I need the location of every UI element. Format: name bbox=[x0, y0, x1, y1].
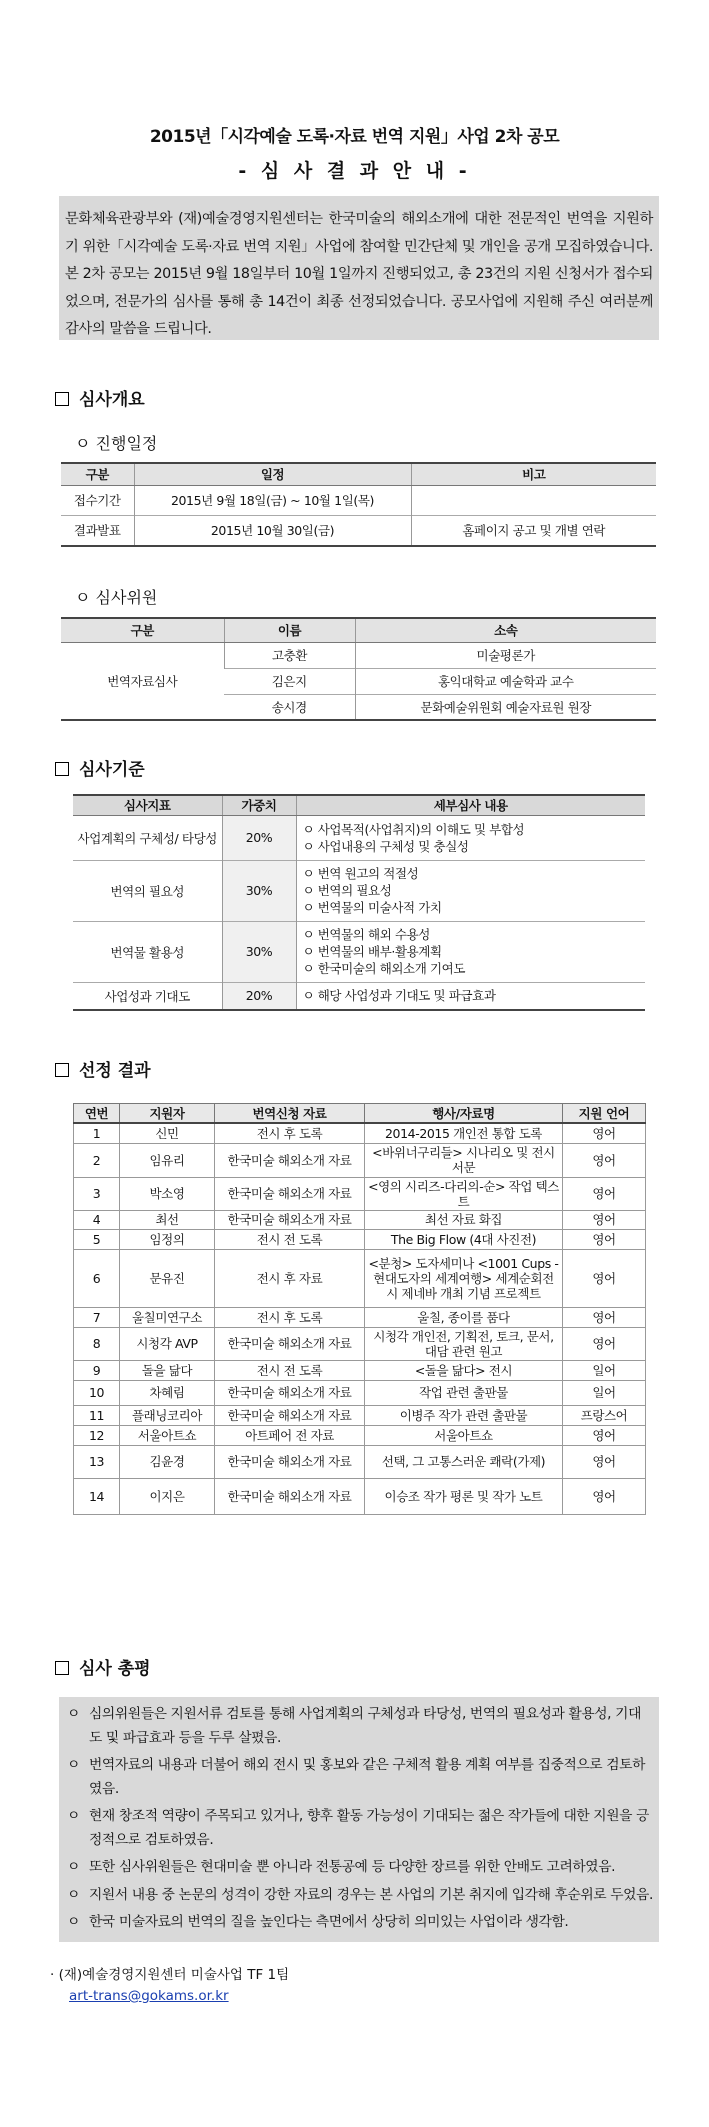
section-overview-heading bbox=[55, 385, 145, 410]
table-cell: 한국미술 해외소개 자료 bbox=[215, 1143, 365, 1177]
document-subtitle: - 심 사 결 과 안 내 - bbox=[238, 160, 471, 182]
table-cell: 영어 bbox=[563, 1307, 646, 1327]
table-header: 구분 bbox=[61, 463, 134, 485]
table-row bbox=[74, 1307, 646, 1327]
criteria-detail-line: ㅇ 해당 사업성과 기대도 및 파급효과 bbox=[302, 988, 496, 1004]
table-row bbox=[74, 1380, 646, 1405]
table-cell: 돌을 닮다 bbox=[120, 1360, 215, 1380]
table-cell: 일어 bbox=[563, 1360, 646, 1380]
table-cell: The Big Flow (4대 사진전) bbox=[365, 1229, 563, 1249]
criteria-details bbox=[296, 815, 645, 860]
table-row bbox=[74, 1123, 646, 1143]
table-cell: 13 bbox=[74, 1445, 120, 1478]
table-cell: 1 bbox=[74, 1123, 120, 1143]
criteria-indicator: 사업계획의 구체성/ 타당성 bbox=[73, 815, 222, 860]
committee-table bbox=[61, 617, 656, 721]
bullet-icon: ㅇ bbox=[67, 1859, 80, 1875]
bullet-icon: ㅇ bbox=[67, 1757, 80, 1773]
review-item-text: 한국 미술자료의 번역의 질을 높인다는 측면에서 상당히 의미있는 사업이라 생각함. bbox=[89, 1914, 569, 1930]
table-cell: 영어 bbox=[563, 1327, 646, 1360]
table-cell: 5 bbox=[74, 1229, 120, 1249]
table-cell: 한국미술 해외소개 자료 bbox=[215, 1405, 365, 1425]
checkbox-square-icon bbox=[55, 1063, 69, 1077]
table-cell: 문화예술위원회 예술자료원 원장 bbox=[355, 694, 656, 720]
table-cell: 김윤경 bbox=[120, 1445, 215, 1478]
criteria-indicator: 번역의 필요성 bbox=[73, 860, 222, 921]
table-cell: 영어 bbox=[563, 1249, 646, 1307]
table-row bbox=[74, 1478, 646, 1514]
table-cell: 2015년 9월 18일(금) ~ 10월 1일(목) bbox=[134, 485, 411, 515]
criteria-indicator: 사업성과 기대도 bbox=[73, 982, 222, 1010]
table-header: 번역신청 자료 bbox=[215, 1104, 365, 1124]
table-header: 연번 bbox=[74, 1104, 120, 1124]
table-cell: 전시 후 자료 bbox=[215, 1249, 365, 1307]
table-cell: 박소영 bbox=[120, 1177, 215, 1210]
criteria-details bbox=[296, 982, 645, 1010]
table-cell: 3 bbox=[74, 1177, 120, 1210]
table-row bbox=[74, 1249, 646, 1307]
criteria-detail-line: ㅇ 사업목적(사업취지)의 이해도 및 부합성 bbox=[302, 821, 525, 837]
section-criteria-title: 심사기준 bbox=[79, 760, 145, 780]
table-cell: 한국미술 해외소개 자료 bbox=[215, 1478, 365, 1514]
section-results-title: 선정 결과 bbox=[79, 1061, 151, 1081]
table-cell: 송시경 bbox=[224, 694, 355, 720]
table-cell: 영어 bbox=[563, 1229, 646, 1249]
table-cell: 임정의 bbox=[120, 1229, 215, 1249]
criteria-table bbox=[73, 794, 645, 1011]
table-cell: 9 bbox=[74, 1360, 120, 1380]
table-cell: <영의 시리즈-다리의-순> 작업 텍스트 bbox=[365, 1177, 563, 1210]
review-item-text: 현재 창조적 역량이 주목되고 있거나, 향후 활동 가능성이 기대되는 젊은 작가들에 대한 지원을 긍정적으로 검토하였음. bbox=[89, 1808, 649, 1848]
table-row bbox=[74, 1229, 646, 1249]
table-cell: 접수기간 bbox=[61, 485, 134, 515]
table-cell: 김은지 bbox=[224, 668, 355, 694]
table-header: 지원 언어 bbox=[563, 1104, 646, 1124]
footer-email-link[interactable]: art-trans@gokams.or.kr bbox=[69, 1988, 229, 2004]
table-cell: 울칠, 종이를 품다 bbox=[365, 1307, 563, 1327]
table-cell: 플래닝코리아 bbox=[120, 1405, 215, 1425]
review-item bbox=[67, 1754, 653, 1801]
table-cell: 전시 전 도록 bbox=[215, 1229, 365, 1249]
table-row bbox=[74, 1143, 646, 1177]
section-results-heading bbox=[55, 1056, 151, 1081]
table-cell: 전시 후 도록 bbox=[215, 1123, 365, 1143]
schedule-subheading: ㅇ 진행일정 bbox=[75, 434, 158, 453]
table-cell: 이병주 작가 관련 출판물 bbox=[365, 1405, 563, 1425]
bullet-icon: ㅇ bbox=[67, 1808, 80, 1824]
criteria-weight: 20% bbox=[222, 815, 296, 860]
table-row bbox=[61, 485, 656, 515]
bullet-icon: ㅇ bbox=[67, 1706, 80, 1722]
table-cell: 최선 bbox=[120, 1210, 215, 1229]
table-header: 세부심사 내용 bbox=[296, 795, 645, 815]
table-cell: 홈페이지 공고 및 개별 연락 bbox=[411, 515, 656, 546]
table-cell: 일어 bbox=[563, 1380, 646, 1405]
criteria-detail-line: ㅇ 번역 원고의 적절성 bbox=[302, 866, 419, 881]
table-cell: 6 bbox=[74, 1249, 120, 1307]
review-item-text: 지원서 내용 중 논문의 성격이 강한 자료의 경우는 본 사업의 기본 취지에 입각해 후순위로 두었음. bbox=[89, 1886, 653, 1903]
checkbox-square-icon bbox=[55, 392, 69, 406]
table-cell: 7 bbox=[74, 1307, 120, 1327]
table-cell: 고충환 bbox=[224, 642, 355, 668]
criteria-detail-line: ㅇ 번역물의 미술사적 가치 bbox=[302, 900, 442, 915]
review-item bbox=[67, 1703, 653, 1750]
table-row bbox=[74, 1360, 646, 1380]
table-cell: 선택, 그 고통스러운 쾌락(가제) bbox=[365, 1445, 563, 1478]
bullet-icon: ㅇ bbox=[67, 1886, 80, 1903]
table-cell: 한국미술 해외소개 자료 bbox=[215, 1210, 365, 1229]
table-row bbox=[74, 1445, 646, 1478]
table-cell: 한국미술 해외소개 자료 bbox=[215, 1445, 365, 1478]
table-row bbox=[74, 1405, 646, 1425]
review-item bbox=[67, 1884, 653, 1908]
table-row bbox=[73, 815, 645, 860]
table-cell: 한국미술 해외소개 자료 bbox=[215, 1327, 365, 1360]
criteria-weight: 20% bbox=[222, 982, 296, 1010]
table-row bbox=[61, 515, 656, 546]
table-row bbox=[73, 860, 645, 921]
table-cell: 한국미술 해외소개 자료 bbox=[215, 1380, 365, 1405]
table-cell: 8 bbox=[74, 1327, 120, 1360]
table-cell: 11 bbox=[74, 1405, 120, 1425]
criteria-detail-line: ㅇ 한국미술의 해외소개 기여도 bbox=[302, 961, 465, 976]
criteria-weight: 30% bbox=[222, 921, 296, 982]
table-header: 가중치 bbox=[222, 795, 296, 815]
committee-subheading: ㅇ 심사위원 bbox=[75, 588, 158, 607]
table-cell: 전시 후 도록 bbox=[215, 1307, 365, 1327]
table-cell: 이지은 bbox=[120, 1478, 215, 1514]
section-review-heading bbox=[55, 1654, 151, 1679]
table-cell: 영어 bbox=[563, 1425, 646, 1445]
table-cell: 신민 bbox=[120, 1123, 215, 1143]
table-cell: 14 bbox=[74, 1478, 120, 1514]
table-cell: 10 bbox=[74, 1380, 120, 1405]
table-cell: 영어 bbox=[563, 1210, 646, 1229]
table-cell: 2 bbox=[74, 1143, 120, 1177]
table-header: 행사/자료명 bbox=[365, 1104, 563, 1124]
table-cell: 2015년 10월 30일(금) bbox=[134, 515, 411, 546]
table-cell: 문유진 bbox=[120, 1249, 215, 1307]
criteria-detail-line: ㅇ 번역물의 해외 수용성 bbox=[302, 927, 430, 942]
section-criteria-heading bbox=[55, 755, 145, 780]
table-cell: 차혜림 bbox=[120, 1380, 215, 1405]
document-title: 2015년「시각예술 도록·자료 번역 지원」사업 2차 공모 bbox=[149, 127, 560, 147]
section-review-title: 심사 총평 bbox=[79, 1659, 151, 1679]
table-cell: 시청각 개인전, 기획전, 토크, 문서, 대담 관련 원고 bbox=[365, 1327, 563, 1360]
table-header: 비고 bbox=[411, 463, 656, 485]
criteria-detail-line: ㅇ 번역의 필요성 bbox=[302, 883, 392, 898]
table-header: 이름 bbox=[224, 618, 355, 642]
review-item-text: 심의위원들은 지원서류 검토를 통해 사업계획의 구체성과 타당성, 번역의 필요성과 활용성, 기대도 및 파급효과 등을 두루 살폈음. bbox=[89, 1706, 642, 1746]
table-row bbox=[73, 982, 645, 1010]
schedule-table bbox=[61, 462, 656, 547]
table-cell bbox=[411, 485, 656, 515]
table-cell: 결과발표 bbox=[61, 515, 134, 546]
review-item-text: 또한 심사위원들은 현대미술 뿐 아니라 전통공예 등 다양한 장르를 위한 안배도 고려하였음. bbox=[89, 1859, 616, 1875]
table-row bbox=[74, 1210, 646, 1229]
footer-organization: · (재)예술경영지원센터 미술사업 TF 1팀 bbox=[50, 1967, 290, 1983]
results-table bbox=[73, 1103, 646, 1515]
section-overview-title: 심사개요 bbox=[79, 390, 145, 410]
criteria-detail-line: ㅇ 사업내용의 구체성 및 충실성 bbox=[302, 838, 469, 854]
table-cell: 4 bbox=[74, 1210, 120, 1229]
table-cell: 최선 자료 화집 bbox=[365, 1210, 563, 1229]
table-cell: 영어 bbox=[563, 1143, 646, 1177]
table-header: 일정 bbox=[134, 463, 411, 485]
table-cell: 서울아트쇼 bbox=[365, 1425, 563, 1445]
review-summary-box bbox=[59, 1697, 659, 1942]
table-row bbox=[74, 1425, 646, 1445]
table-cell: <분청> 도자세미나 <1001 Cups - 현대도자의 세계여행> 세계순회전시 제네바 개최 기념 프로젝트 bbox=[365, 1249, 563, 1307]
criteria-weight: 30% bbox=[222, 860, 296, 921]
table-cell: 이승조 작가 평론 및 작가 노트 bbox=[365, 1478, 563, 1514]
table-row bbox=[74, 1177, 646, 1210]
checkbox-square-icon bbox=[55, 1661, 69, 1675]
bullet-icon: ㅇ bbox=[67, 1914, 80, 1930]
results-body bbox=[74, 1123, 646, 1514]
table-cell: 작업 관련 출판물 bbox=[365, 1380, 563, 1405]
criteria-details bbox=[296, 860, 645, 921]
table-row bbox=[61, 642, 656, 668]
table-cell: 번역자료심사 bbox=[61, 642, 224, 720]
review-item-text: 번역자료의 내용과 더불어 해외 전시 및 홍보와 같은 구체적 활용 계획 여부를 집중적으로 검토하였음. bbox=[89, 1757, 645, 1797]
criteria-details bbox=[296, 921, 645, 982]
table-cell: <바위너구리들> 시나리오 및 전시 서문 bbox=[365, 1143, 563, 1177]
table-cell: 영어 bbox=[563, 1177, 646, 1210]
table-cell: 서울아트쇼 bbox=[120, 1425, 215, 1445]
table-cell: 영어 bbox=[563, 1445, 646, 1478]
table-header: 구분 bbox=[61, 618, 224, 642]
table-cell: 전시 전 도록 bbox=[215, 1360, 365, 1380]
table-cell: 울칠미연구소 bbox=[120, 1307, 215, 1327]
table-header: 지원자 bbox=[120, 1104, 215, 1124]
table-cell: 시청각 AVP bbox=[120, 1327, 215, 1360]
table-cell: 임유리 bbox=[120, 1143, 215, 1177]
table-cell: 한국미술 해외소개 자료 bbox=[215, 1177, 365, 1210]
table-header: 소속 bbox=[355, 618, 656, 642]
table-row bbox=[74, 1327, 646, 1360]
table-cell: <돌을 닮다> 전시 bbox=[365, 1360, 563, 1380]
table-header: 심사지표 bbox=[73, 795, 222, 815]
table-cell: 홍익대학교 예술학과 교수 bbox=[355, 668, 656, 694]
table-cell: 프랑스어 bbox=[563, 1405, 646, 1425]
review-item bbox=[67, 1856, 653, 1880]
review-item bbox=[67, 1805, 653, 1852]
table-cell: 영어 bbox=[563, 1478, 646, 1514]
table-row bbox=[73, 921, 645, 982]
table-cell: 아트페어 전 자료 bbox=[215, 1425, 365, 1445]
table-cell: 미술평론가 bbox=[355, 642, 656, 668]
intro-paragraph: 문화체육관광부와 (재)예술경영지원센터는 한국미술의 해외소개에 대한 전문적인 번역을 지원하기 위한「시각예술 도록·자료 번역 지원」사업에 참여할 민간단체 및 개인을 공개 모집하였습니다. 본 2차 공모는 2015년 9월 18일부터 10월 1일까지 진행되었고, 총 23건의 지원 신청서가 접수되었으며, 전문가의 심사를 통해 총 14건이 최종 선정되었습니다. 공모사업에 지원해 주신 여러분께 감사의 말씀을 드립니다. bbox=[59, 196, 659, 340]
table-cell: 2014-2015 개인전 통합 도록 bbox=[365, 1123, 563, 1143]
table-cell: 영어 bbox=[563, 1123, 646, 1143]
checkbox-square-icon bbox=[55, 762, 69, 776]
criteria-indicator: 번역물 활용성 bbox=[73, 921, 222, 982]
review-item bbox=[67, 1911, 653, 1935]
table-cell: 12 bbox=[74, 1425, 120, 1445]
criteria-detail-line: ㅇ 번역물의 배부·활용계획 bbox=[302, 944, 442, 959]
